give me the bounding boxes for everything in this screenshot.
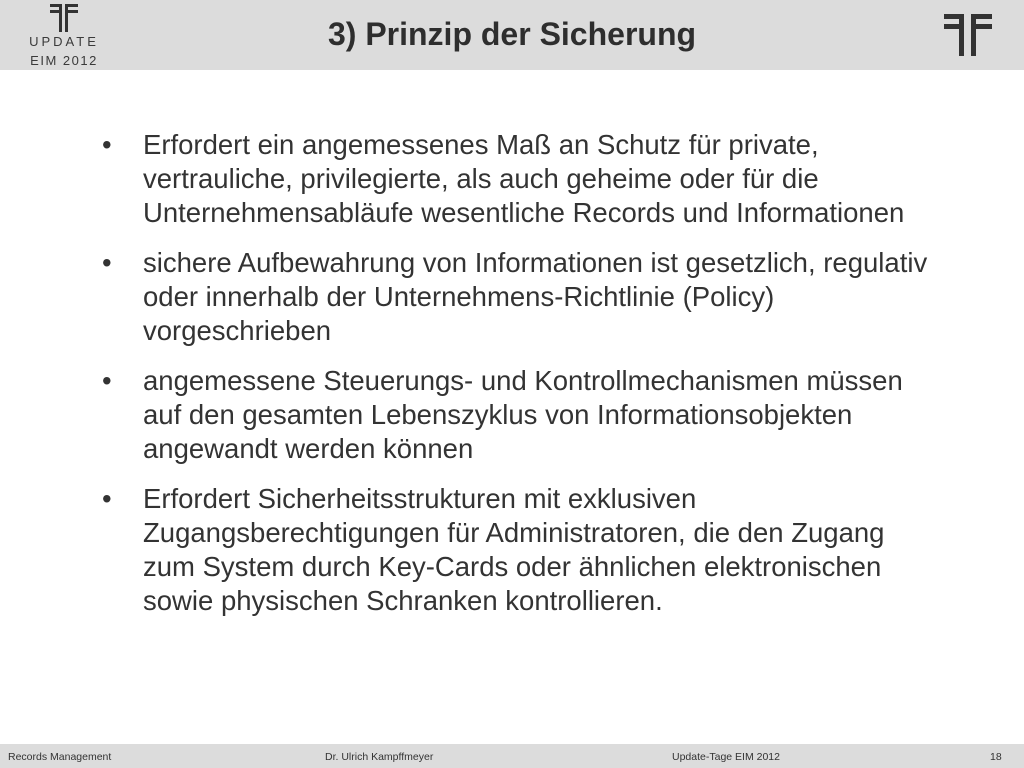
- bullet-item: [100, 128, 930, 230]
- bullet-item: [100, 482, 930, 618]
- slide-title: 3) Prinzip der Sicherung: [327, 16, 697, 52]
- bullet-item: [100, 246, 930, 348]
- bullet-text: Erfordert ein angemessenes Maß an Schutz für private, vertrauliche, privilegierte, als auch geheime oder für die Unternehmensabläufe wesentliche Records und Informationen: [143, 129, 905, 228]
- bullet-marker: •: [102, 483, 112, 514]
- slide-footer: [0, 744, 1024, 768]
- footer-event: Update-Tage EIM 2012: [672, 751, 780, 763]
- page-number: 18: [990, 751, 1002, 763]
- bullet-marker: •: [102, 129, 112, 160]
- pfeil-logo-right-icon: [944, 14, 992, 56]
- bullet-text: sichere Aufbewahrung von Informationen ist gesetzlich, regulativ oder innerhalb der Unternehmens-Richtlinie (Policy) vorgeschrieben: [143, 247, 928, 346]
- bullet-list: [100, 128, 930, 634]
- bullet-text: angemessene Steuerungs- und Kontrollmechanismen müssen auf den gesamten Lebenszyklus von Informationsobjekten angewandt werden können: [143, 365, 903, 464]
- logo-text-eim: EIM 2012: [30, 53, 98, 68]
- logo-text-update: UPDATE: [29, 34, 99, 49]
- bullet-item: [100, 364, 930, 466]
- slide-header: [0, 0, 1024, 70]
- footer-author: Dr. Ulrich Kampffmeyer: [325, 751, 434, 763]
- bullet-marker: •: [102, 247, 112, 278]
- bullet-text: Erfordert Sicherheitsstrukturen mit exklusiven Zugangsberechtigungen für Administratoren, die den Zugang zum System durch Key-Cards oder ähnlichen elektronischen sowie physischen Schranken kontrollieren.: [143, 483, 885, 616]
- footer-topic: Records Management: [8, 751, 112, 763]
- bullet-marker: •: [102, 365, 112, 396]
